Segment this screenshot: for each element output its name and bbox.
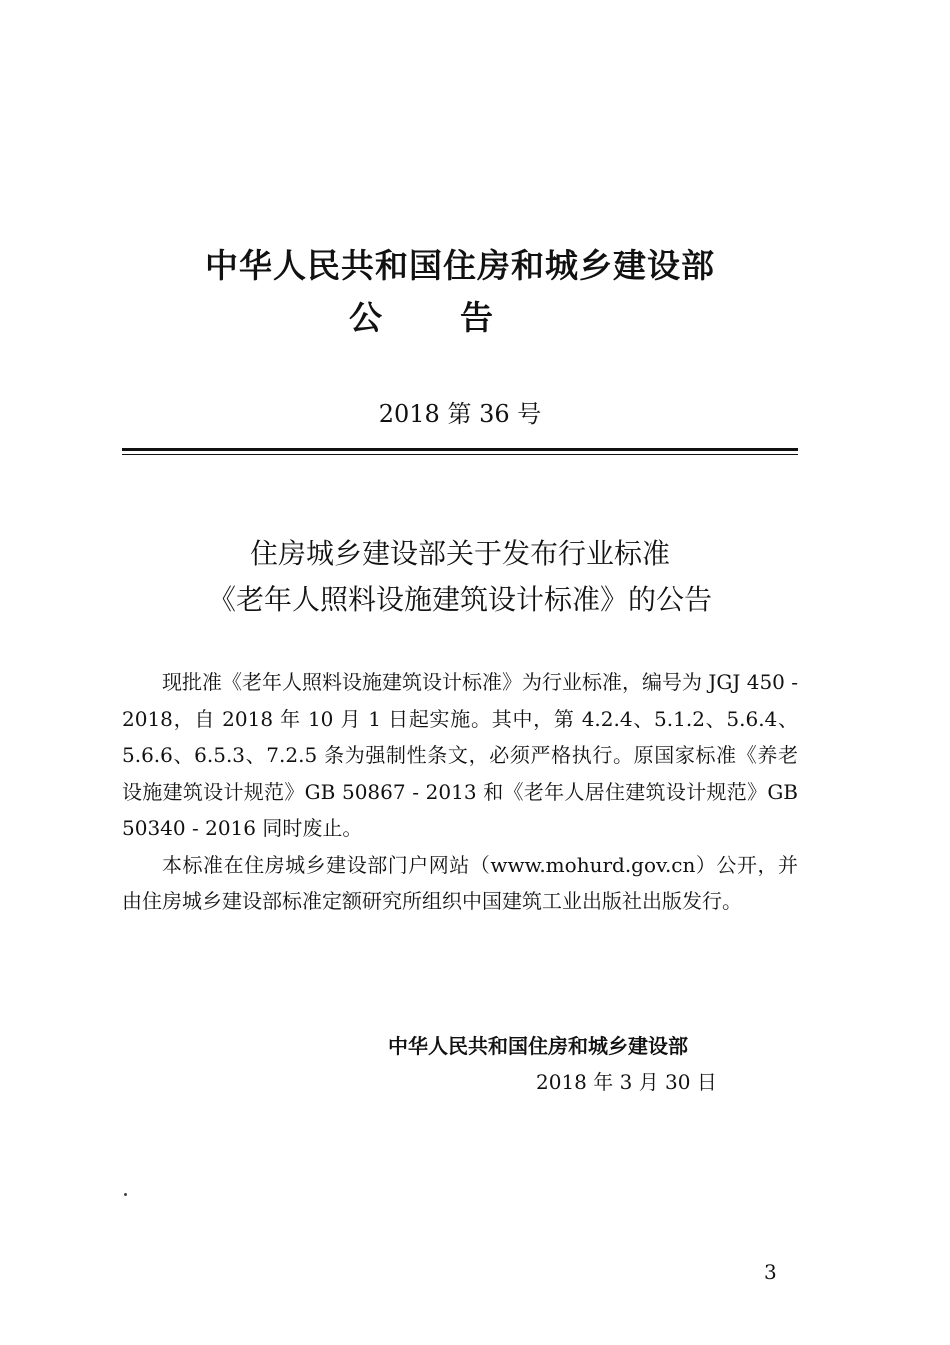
issuer-heading: 中华人民共和国住房和城乡建设部 xyxy=(205,246,715,285)
body-paragraph-1: 现批准《老年人照料设施建筑设计标准》为行业标准，编号为 JGJ 450 - 2018，自 2018 年 10 月 1 日起实施。其中，第 4.2.4、5.1.2、5.6.4、5.6.6、6.5.3、7.2.5 条为强制性条文，必须严格执行。原国家标准《养老设施建筑设计规范》GB 50867 - 2013 和《老年人居住建筑设计规范》GB 50340 - 2016 同时废止。 xyxy=(122,670,799,840)
signature-date: 2018 年 3 月 30 日 xyxy=(536,1070,717,1094)
body-paragraph-2: 本标准在住房城乡建设部门户网站（www.mohurd.gov.cn）公开，并由住房城乡建设部标准定额研究所组织中国建筑工业出版社出版发行。 xyxy=(122,852,798,913)
notice-heading: 公告 xyxy=(349,298,571,337)
scan-speck xyxy=(124,1193,127,1196)
notice-title-line-1: 住房城乡建设部关于发布行业标准 xyxy=(249,537,670,570)
header-rule-thick xyxy=(122,448,798,451)
signature-organization: 中华人民共和国住房和城乡建设部 xyxy=(388,1034,688,1058)
notice-title-line-2: 《老年人照料设施建筑设计标准》的公告 xyxy=(207,583,712,616)
notice-body xyxy=(122,664,798,920)
header-rule-thin xyxy=(122,454,798,455)
document-number: 2018 第 36 号 xyxy=(378,400,542,428)
page-number: 3 xyxy=(764,1260,777,1284)
